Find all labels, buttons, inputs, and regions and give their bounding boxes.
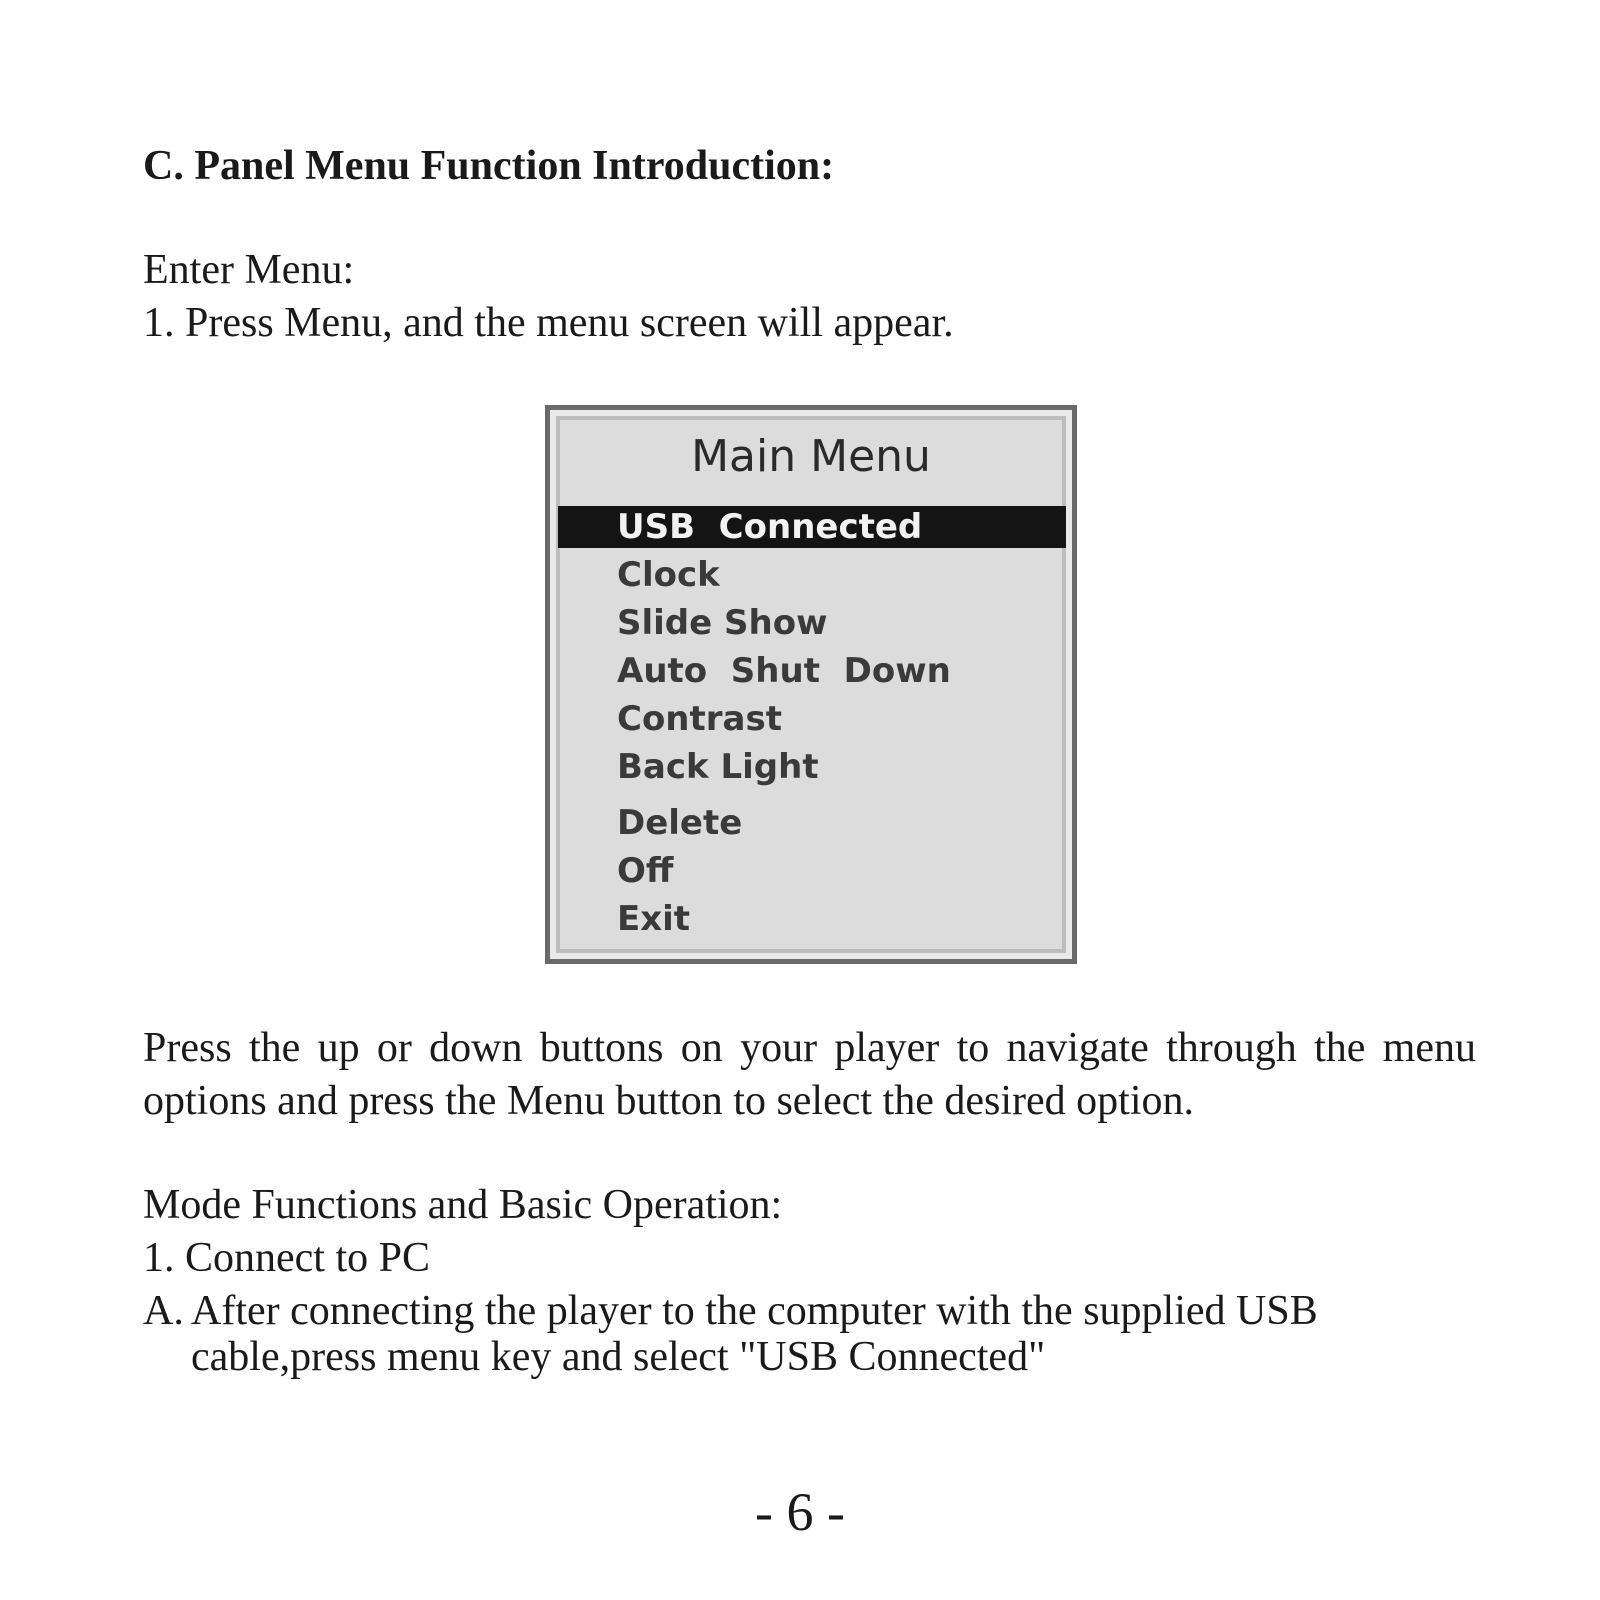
section-heading: C. Panel Menu Function Introduction: [143, 143, 835, 189]
menu-title: Main Menu [691, 431, 931, 482]
navigate-paragraph: Press the up or down buttons on your player to navigate through the menu options and press the Menu button to select the desired option. [143, 1025, 1476, 1124]
menu-item-delete: Delete [617, 803, 743, 843]
enter-menu-step-1: 1. Press Menu, and the menu screen will appear. [143, 300, 954, 346]
enter-menu-label: Enter Menu: [143, 247, 355, 293]
menu-item-usb-connected: USB Connected [558, 506, 1066, 548]
menu-item-slide-show: Slide Show [617, 603, 828, 643]
main-menu-screenshot [545, 405, 1077, 964]
menu-list [558, 506, 1066, 943]
menu-item-auto-shut-down: Auto Shut Down [617, 651, 951, 691]
step-a-item [143, 1288, 1473, 1380]
menu-item-contrast: Contrast [617, 699, 782, 739]
step-a-marker: A. [143, 1288, 184, 1334]
menu-item-clock: Clock [617, 555, 720, 595]
menu-item-back-light: Back Light [617, 747, 819, 787]
menu-item-exit: Exit [617, 899, 691, 939]
mode-functions-label: Mode Functions and Basic Operation: [143, 1182, 783, 1228]
step-a-text: After connecting the player to the computer with the supplied USB cable,press menu key and select "USB Connected" [191, 1288, 1318, 1380]
page-number: - 6 - [755, 1482, 845, 1542]
menu-item-off: Off [617, 851, 674, 891]
mode-functions-step-1: 1. Connect to PC [143, 1235, 431, 1281]
